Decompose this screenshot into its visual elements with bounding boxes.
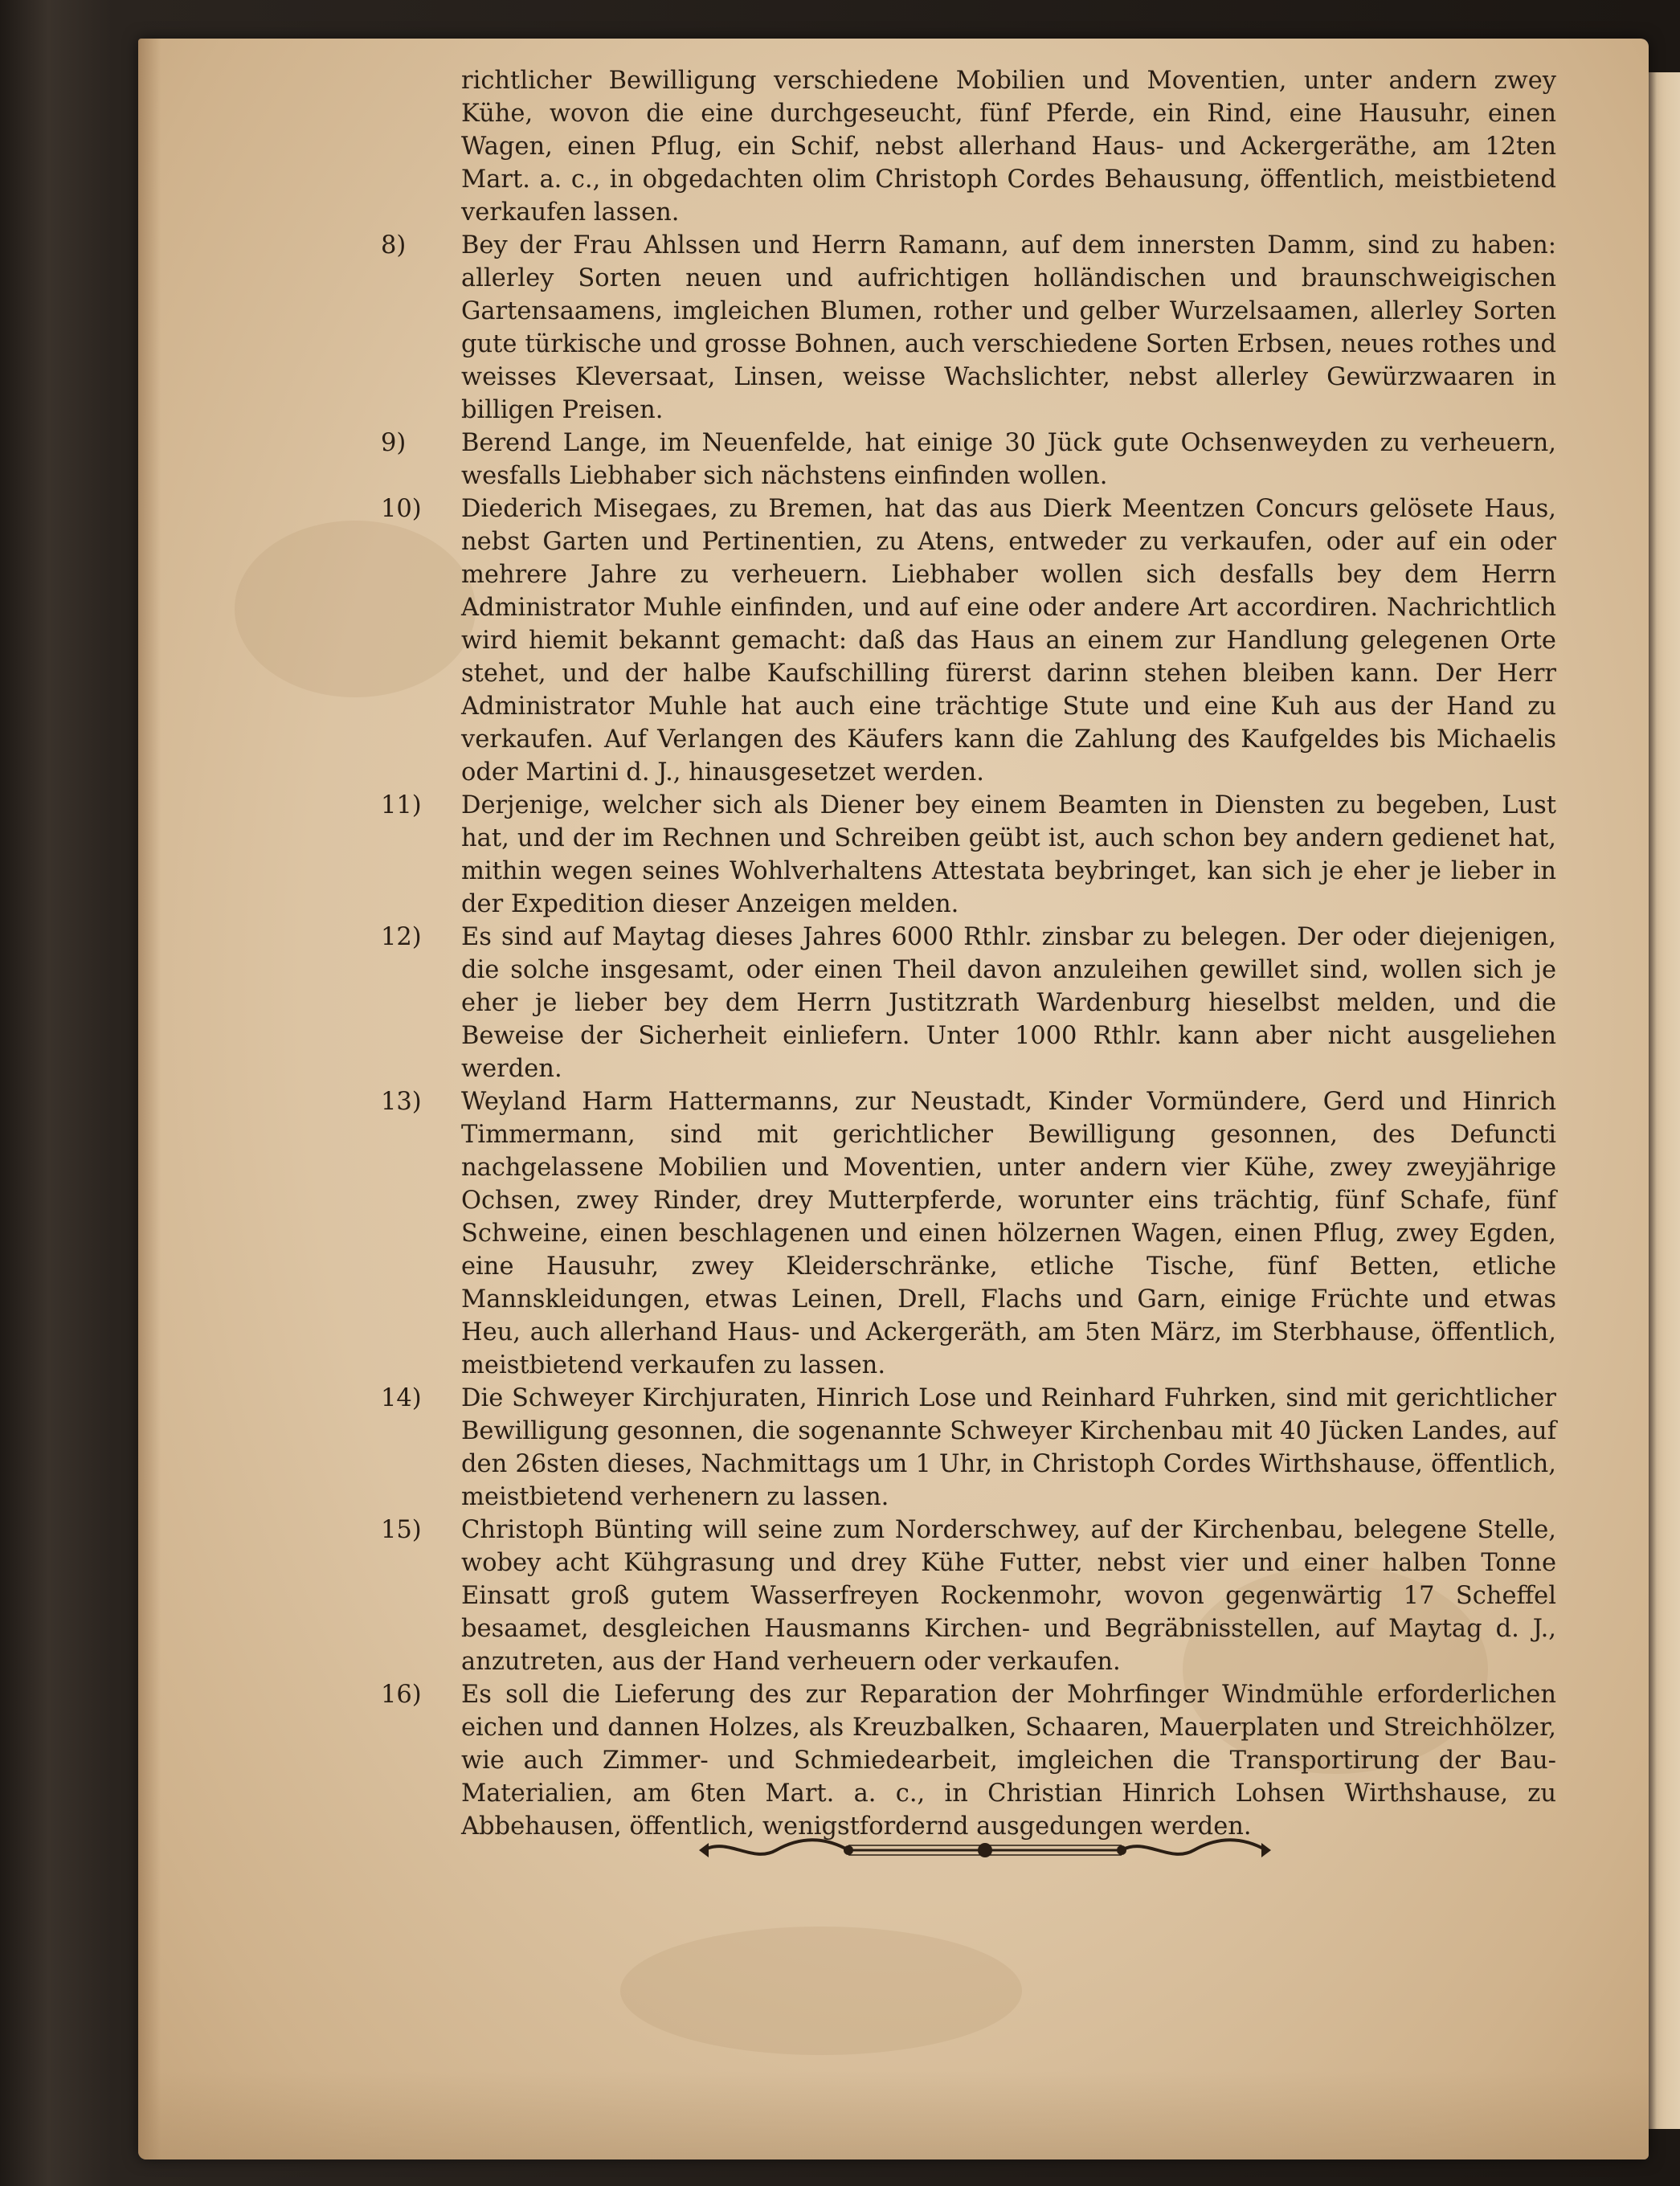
list-item xyxy=(315,1085,1556,1382)
item-text: Bey der Frau Ahlssen und Herrn Ramann, auf dem innersten Damm, sind zu haben: allerley Sorten neuen und aufrichtigen holländischen und braunschweigischen Gartensaamens, imgleichen Blumen, rother und gelber Wurzelsaamen, allerley Sorten gute türkische und grosse Bohnen, auch verschiedene Sorten Erbsen, neues rothes und weisses Kleversaat, Linsen, weisse Wachslichter, nebst allerley Gewürzwaaren in billigen Preisen. xyxy=(461,231,1556,424)
item-text: Diederich Misegaes, zu Bremen, hat das aus Dierk Meentzen Concurs gelösete Haus, nebst Garten und Pertinentien, zu Atens, entweder zu verkaufen, oder auf ein oder mehrere Jahre zu verheuern. Liebhaber wollen sich desfalls bey dem Herrn Administrator Muhle einfinden, und auf eine oder andere Art accordiren. Nachrichtlich wird hiemit bekannt gemacht: daß das Haus an einem zur Handlung gelegenen Orte stehet, und der halbe Kaufschilling fürerst darinn stehen bleiben kann. Der Herr Administrator Muhle hat auch eine trächtige Stute und eine Kuh aus der Hand zu verkaufen. Auf Verlangen des Käufers kann die Zahlung des Kaufgeldes bis Michaelis oder Martini d. J., hinausgesetzet werden. xyxy=(461,495,1556,787)
item-number: 11) xyxy=(381,791,422,819)
decorative-ornament-divider xyxy=(696,1833,1274,1867)
item-text: Derjenige, welcher sich als Diener bey einem Beamten in Diensten zu begeben, Lust hat, und der im Rechnen und Schreiben geübt ist, auch schon bey andern gedienet hat, mithin wegen seines Wohlverhaltens Attestata beybringet, kan sich je eher je lieber in der Expedition dieser Anzeigen melden. xyxy=(461,791,1556,918)
continuation-text: richtlicher Bewilligung verschiedene Mobilien und Moventien, unter andern zwey Kühe, wovon die eine durchgeseucht, fünf Pferde, ein Rind, eine Hausuhr, einen Wagen, einen Pflug, ein Schif, nebst allerhand Haus- und Ackergeräthe, am 12ten Mart. a. c., in obgedachten olim Christoph Cordes Behausung, öffentlich, meistbietend verkaufen lassen. xyxy=(461,67,1556,227)
item-text: Es sind auf Maytag dieses Jahres 6000 Rthlr. zinsbar zu belegen. Der oder diejenigen, die solche insgesamt, oder einen Theil davon anzuleihen gewillet sind, wollen sich je eher je lieber bey dem Herrn Justitzrath Wardenburg hieselbst melden, und die Beweise der Sicherheit einliefern. Unter 1000 Rthlr. kann aber nicht ausgeliehen werden. xyxy=(461,923,1556,1083)
item-text: Christoph Bünting will seine zum Norderschwey, auf der Kirchenbau, belegene Stelle, wobey acht Kühgrasung und drey Kühe Futter, nebst vier und einer halben Tonne Einsatt groß gutem Wasserfreyen Rockenmohr, wovon gegenwärtig 17 Scheffel besaamet, desgleichen Hausmanns Kirchen- und Begräbnisstellen, auf Maytag d. J., anzutreten, aus der Hand verheuern oder verkaufen. xyxy=(461,1516,1556,1676)
item-number: 9) xyxy=(381,429,407,457)
item-number: 15) xyxy=(381,1516,422,1544)
document-text xyxy=(315,64,1556,1843)
list-item xyxy=(315,229,1556,427)
list-item xyxy=(315,1514,1556,1678)
item-number: 13) xyxy=(381,1088,422,1116)
list-item xyxy=(315,427,1556,492)
item-number: 12) xyxy=(381,923,422,951)
item-text: Berend Lange, im Neuenfelde, hat einige 30 Jück gute Ochsenweyden zu verheuern, wesfalls Liebhaber sich nächstens einfinden wollen. xyxy=(461,429,1556,490)
item-number: 14) xyxy=(381,1384,422,1412)
item-text: Es soll die Lieferung des zur Reparation der Mohrfinger Windmühle erforderlichen eichen und dannen Holzes, als Kreuzbalken, Schaaren, Mauerplaten und Streichhölzer, wie auch Zimmer- und Schmiedearbeit, imgleichen die Transportirung der Bau-Materialien, am 6ten Mart. a. c., in Christian Hinrich Lohsen Wirthshause, zu Abbehausen, öffentlich, wenigstfordernd ausgedungen werden. xyxy=(461,1681,1556,1841)
item-number: 10) xyxy=(381,495,422,523)
continuation-paragraph xyxy=(315,64,1556,229)
list-item xyxy=(315,492,1556,789)
item-number: 16) xyxy=(381,1681,422,1709)
paper-stain xyxy=(620,1927,1022,2055)
item-number: 8) xyxy=(381,231,407,259)
list-item xyxy=(315,1382,1556,1514)
list-item xyxy=(315,921,1556,1085)
list-item xyxy=(315,789,1556,921)
item-text: Die Schweyer Kirchjuraten, Hinrich Lose und Reinhard Fuhrken, sind mit gerichtlicher Bewilligung gesonnen, die sogenannte Schweyer Kirchenbau mit 40 Jücken Landes, auf den 26sten dieses, Nachmittags um 1 Uhr, in Christoph Cordes Wirthshause, öffentlich, meistbietend verhenern zu lassen. xyxy=(461,1384,1556,1511)
list-item xyxy=(315,1678,1556,1843)
ornament-vine-icon xyxy=(696,1833,1274,1867)
page-bottom-edge xyxy=(138,2071,1649,2159)
item-text: Weyland Harm Hattermanns, zur Neustadt, Kinder Vormündere, Gerd und Hinrich Timmermann, sind mit gerichtlicher Bewilligung gesonnen, des Defuncti nachgelassene Mobilien und Moventien, unter andern vier Kühe, zwey zweyjährige Ochsen, zwey Rinder, drey Mutterpferde, worunter eins trächtig, fünf Schafe, fünf Schweine, einen beschlagenen und einen hölzernen Wagen, einen Pflug, zwey Egden, eine Hausuhr, zwey Kleiderschränke, etliche Tische, fünf Betten, etliche Mannskleidungen, etwas Leinen, Drell, Flachs und Garn, einige Früchte und etwas Heu, auch allerhand Haus- und Ackergeräth, am 5ten März, im Sterbhause, öffentlich, meistbietend verkaufen zu lassen. xyxy=(461,1088,1556,1379)
facing-page-edge xyxy=(1645,72,1680,2129)
